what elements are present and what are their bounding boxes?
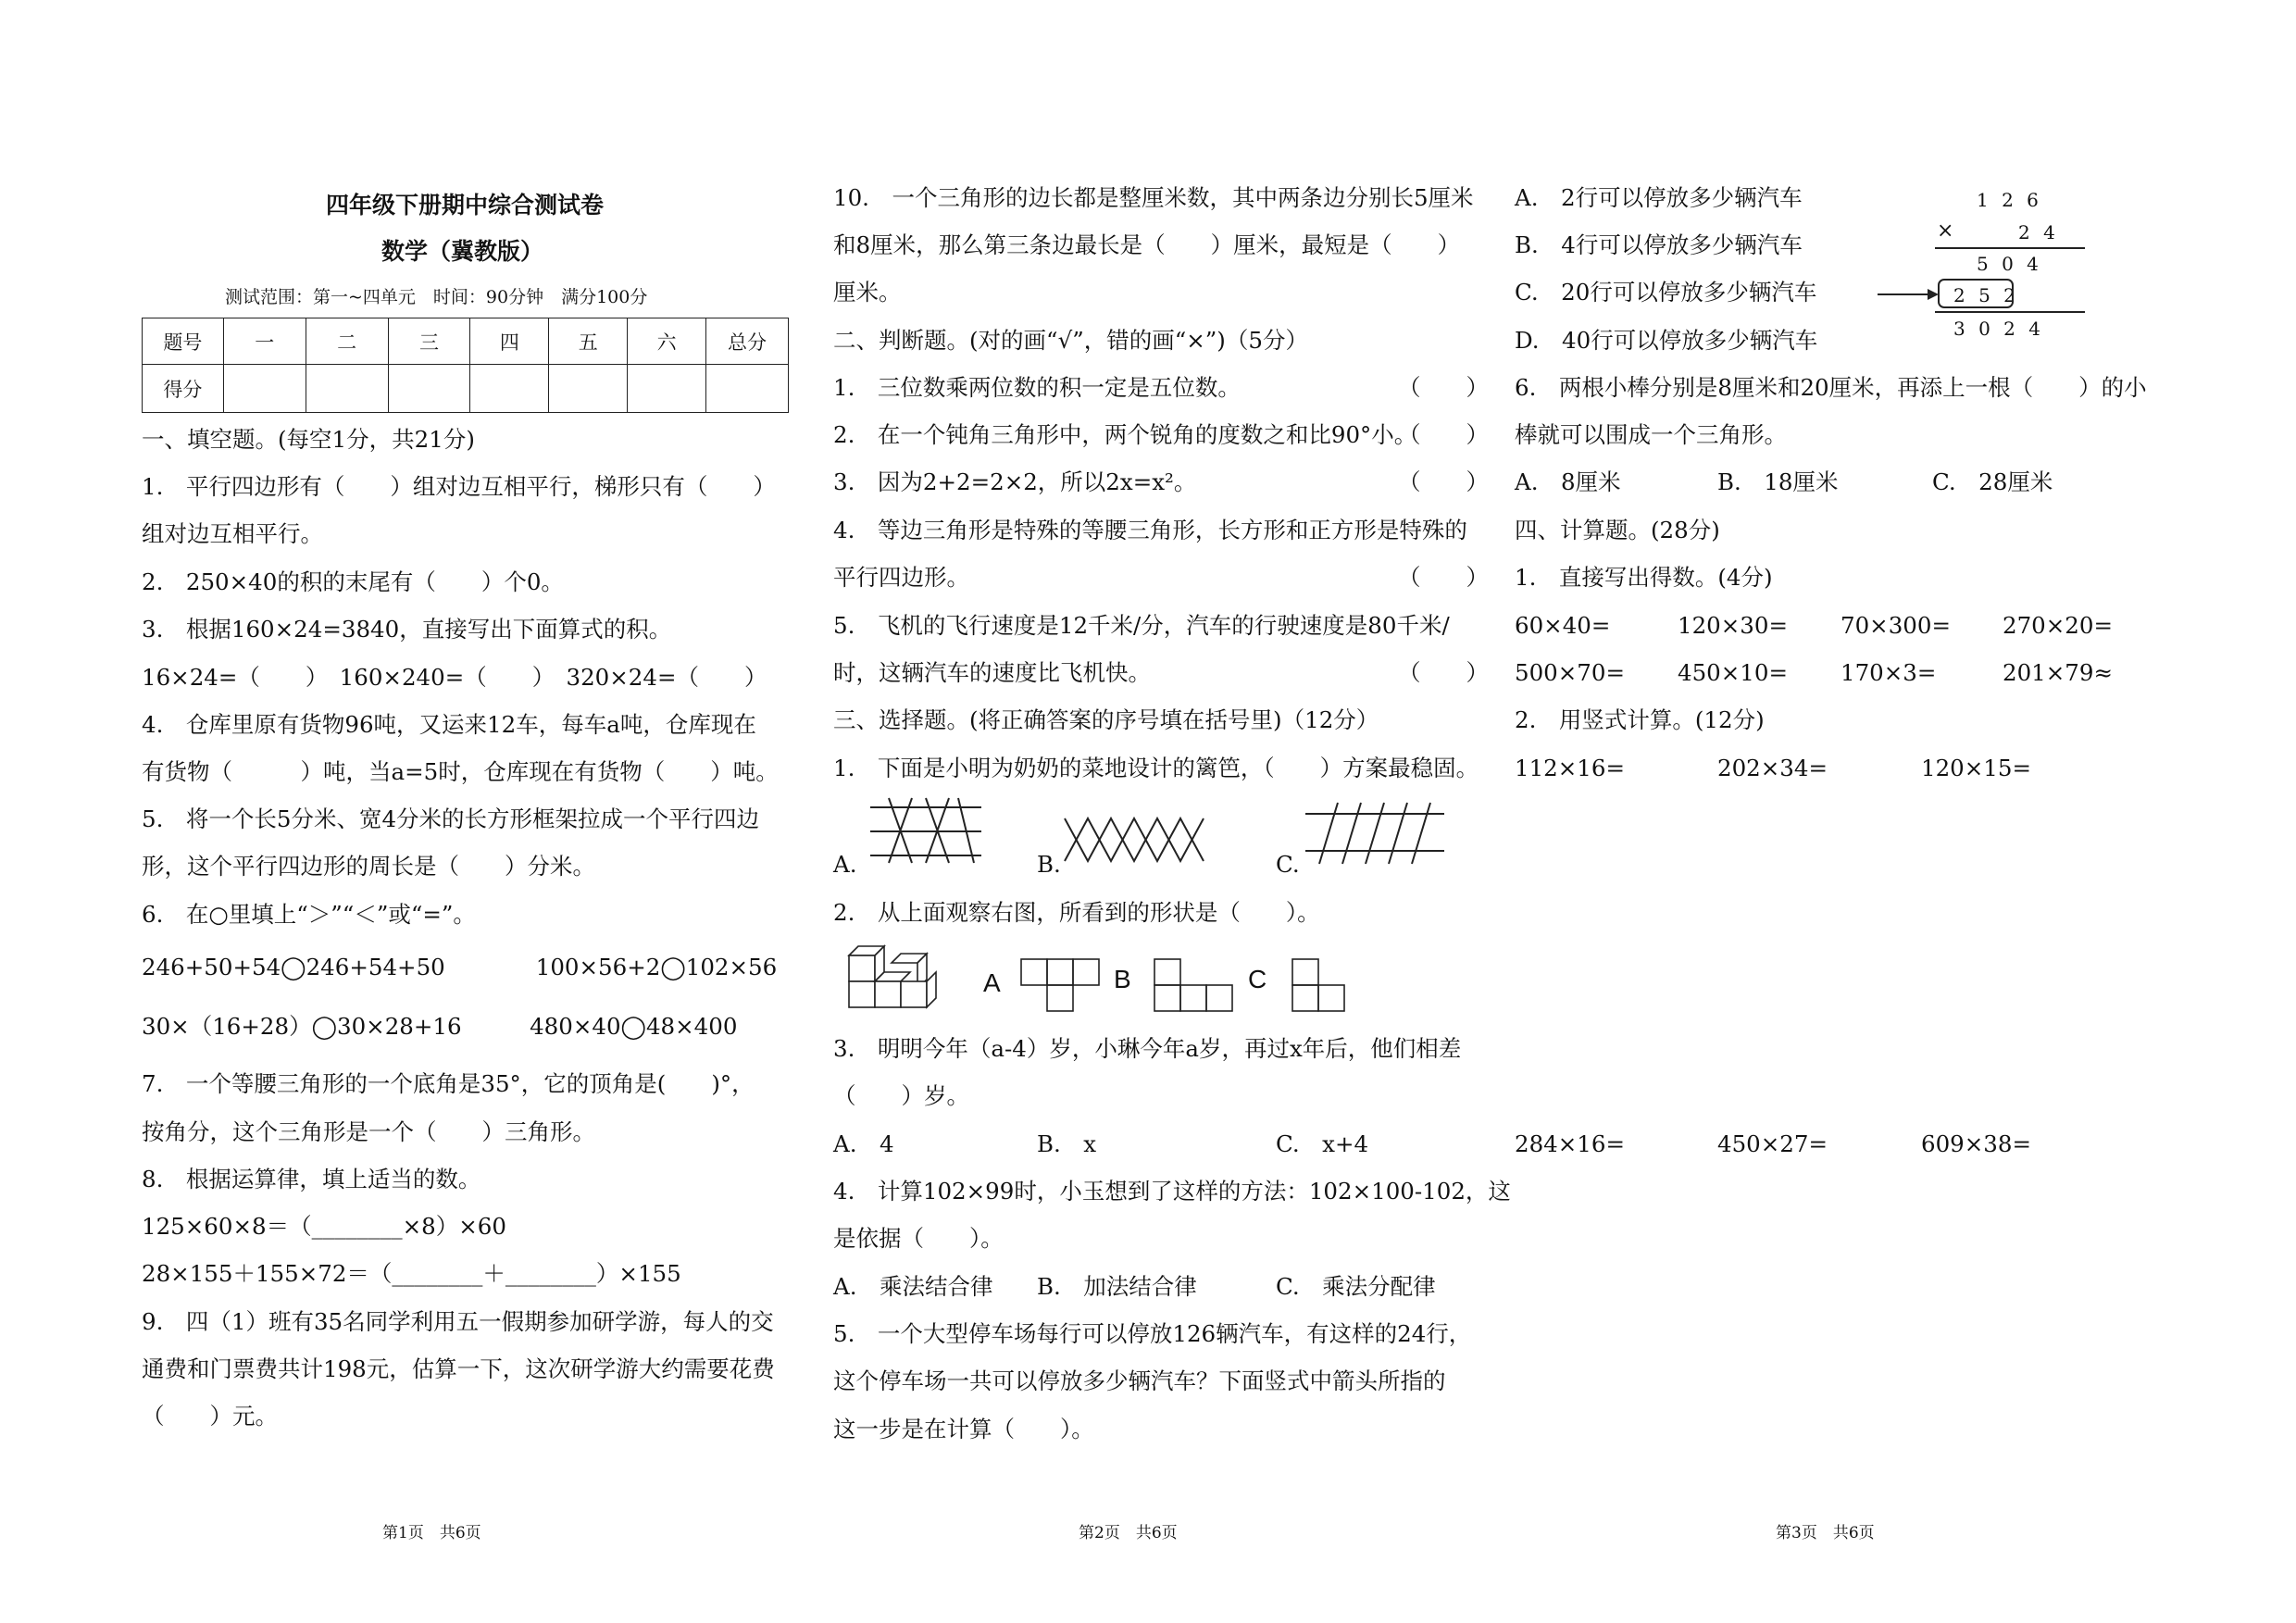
question-line: 4. 计算102×99时，小玉想到了这样的方法：102×100-102，这 [833, 1178, 1511, 1205]
question-line: 平行四边形。 [833, 564, 969, 591]
score-cell[interactable] [628, 365, 706, 413]
calc-row-highlight: 2 5 2 [1953, 284, 2019, 306]
view-c-diagram [1292, 959, 1344, 1011]
table-header: 总分 [706, 318, 789, 365]
question-line: 7. 一个等腰三角形的一个底角是35°，它的顶角是( )°， [142, 1070, 755, 1097]
fence-b-diagram [1065, 815, 1204, 866]
question-line: 10. 一个三角形的边长都是整厘米数，其中两条边分别长5厘米 [833, 184, 1474, 211]
section-heading: 四、计算题。(28分) [1515, 517, 1720, 543]
option-label: A. 8厘米 [1515, 468, 1621, 495]
table-row-label: 得分 [143, 365, 224, 413]
option-label: B. 加法结合律 [1037, 1273, 1197, 1300]
calc-row: 3 0 2 4 [1953, 318, 2044, 340]
option-label: A. 乘法结合律 [833, 1273, 993, 1300]
option-label: C. x+4 [1276, 1130, 1369, 1157]
question-line: 厘米。 [833, 279, 902, 306]
question-line: 2. 从上面观察右图，所看到的形状是（ ）。 [833, 899, 1320, 926]
question-line: 16×24=（ ） 160×240=（ ） 320×24=（ ） [142, 664, 767, 691]
question-line: 2. 用竖式计算。(12分) [1515, 706, 1765, 733]
option-label: C. [1276, 851, 1300, 878]
question-line: 2. 在一个钝角三角形中，两个锐角的度数之和比90°小。 [833, 421, 1417, 448]
option-label: C. 20行可以停放多少辆汽车 [1515, 279, 1817, 306]
calc-problem: 120×15= [1921, 755, 2031, 781]
question-line: 3. 根据160×24=3840，直接写出下面算式的积。 [142, 616, 672, 643]
calc-problem: 500×70= [1515, 659, 1625, 686]
calc-problem: 120×30= [1678, 612, 1788, 639]
question-line: 形，这个平行四边形的周长是（ ）分米。 [142, 853, 595, 880]
question-line: 1. 下面是小明为奶奶的菜地设计的篱笆，（ ）方案最稳固。 [833, 755, 1479, 781]
question-line: 按角分，这个三角形是一个（ ）三角形。 [142, 1118, 595, 1145]
answer-brackets[interactable]: （ ） [1398, 564, 1489, 591]
table-header: 一 [223, 318, 306, 365]
question-line: 时，这辆汽车的速度比飞机快。 [833, 659, 1151, 686]
option-label: D. 40行可以停放多少辆汽车 [1515, 327, 1818, 354]
view-label-a: A [983, 968, 1001, 997]
calc-problem: 112×16= [1515, 755, 1625, 781]
calc-problem: 60×40= [1515, 612, 1611, 639]
question-line: 6. 两根小棒分别是8厘米和20厘米，再添上一根（ ）的小 [1515, 374, 2147, 401]
view-a-diagram [1021, 959, 1099, 1011]
question-line: （ ）元。 [142, 1403, 278, 1429]
calc-problem: 270×20= [2003, 612, 2113, 639]
option-label: B. [1037, 851, 1061, 878]
score-cell[interactable] [706, 365, 789, 413]
page-footer: 第3页 共6页 [1776, 1524, 1875, 1542]
table-header: 六 [628, 318, 706, 365]
page-footer: 第2页 共6页 [1079, 1524, 1178, 1542]
option-label: A. 4 [833, 1130, 894, 1157]
question-line: 28×155＋155×72＝（________＋________）×155 [142, 1260, 681, 1287]
option-label: C. 28厘米 [1932, 468, 2053, 495]
exam-scope: 测试范围：第一~四单元 时间：90分钟 满分100分 [225, 287, 648, 307]
question-line: 4. 仓库里原有货物96吨，又运来12车，每车a吨，仓库现在 [142, 711, 756, 738]
question-line: 246+50+54◯246+54+50 100×56+2◯102×56 [142, 954, 778, 980]
question-line: 5. 将一个长5分米、宽4分米的长方形框架拉成一个平行四边 [142, 805, 760, 832]
exam-title: 四年级下册期中综合测试卷 [326, 192, 605, 218]
question-line: 这一步是在计算（ ）。 [833, 1416, 1094, 1442]
exam-subtitle: 数学（冀教版） [381, 238, 544, 265]
question-line: 有货物（ ）吨，当a=5时，仓库现在有货物（ ）吨。 [142, 758, 779, 785]
option-label: A. 2行可以停放多少辆汽车 [1515, 184, 1803, 211]
question-line: 125×60×8＝（________×8）×60 [142, 1213, 506, 1240]
question-line: 2. 250×40的积的末尾有（ ）个0。 [142, 568, 564, 595]
calc-problem: 609×38= [1921, 1130, 2031, 1157]
score-table [142, 318, 789, 413]
question-line: 3. 明明今年（a-4）岁，小琳今年a岁，再过x年后，他们相差 [833, 1035, 1462, 1062]
fence-c-diagram [1305, 801, 1444, 866]
question-line: 棒就可以围成一个三角形。 [1515, 421, 1787, 448]
score-cell[interactable] [223, 365, 306, 413]
question-line: 5. 飞机的飞行速度是12千米/分，汽车的行驶速度是80千米/ [833, 612, 1450, 639]
calc-lines [1879, 241, 2092, 319]
table-header: 二 [306, 318, 388, 365]
option-label: B. x [1037, 1130, 1097, 1157]
answer-brackets[interactable]: （ ） [1398, 468, 1489, 495]
option-label: B. 4行可以停放多少辆汽车 [1515, 231, 1803, 258]
option-label: B. 18厘米 [1717, 468, 1839, 495]
table-header: 五 [549, 318, 628, 365]
answer-brackets[interactable]: （ ） [1398, 659, 1489, 686]
question-line: 6. 在○里填上“＞”“＜”或“=”。 [142, 901, 476, 928]
calc-problem: 70×300= [1841, 612, 1951, 639]
question-line: 1. 平行四边形有（ ）组对边互相平行，梯形只有（ ） [142, 473, 776, 500]
view-label-c: C [1248, 965, 1267, 993]
option-label: C. 乘法分配律 [1276, 1273, 1436, 1300]
question-line: 30×（16+28）◯30×28+16 480×40◯48×400 [142, 1013, 738, 1040]
calc-row: 2 4 [2018, 221, 2059, 243]
question-line: 5. 一个大型停车场每行可以停放126辆汽车，有这样的24行， [833, 1320, 1472, 1347]
calc-problem: 450×10= [1678, 659, 1788, 686]
score-cell[interactable] [549, 365, 628, 413]
table-header: 三 [388, 318, 470, 365]
calc-problem: 202×34= [1717, 755, 1828, 781]
question-line: 3. 因为2+2=2×2，所以2x=x²。 [833, 468, 1197, 495]
answer-brackets[interactable]: （ ） [1398, 421, 1489, 448]
question-line: 通费和门票费共计198元，估算一下，这次研学游大约需要花费 [142, 1355, 775, 1382]
score-cell[interactable] [470, 365, 549, 413]
table-header: 四 [470, 318, 549, 365]
view-label-b: B [1114, 965, 1131, 993]
score-cell[interactable] [388, 365, 470, 413]
section-heading: 二、判断题。(对的画“√”，错的画“×”)（5分） [833, 327, 1308, 354]
question-line: 是依据（ ）。 [833, 1225, 1004, 1252]
question-line: 1. 三位数乘两位数的积一定是五位数。 [833, 374, 1241, 401]
calc-problem: 284×16= [1515, 1130, 1625, 1157]
question-line: 4. 等边三角形是特殊的等腰三角形，长方形和正方形是特殊的 [833, 517, 1467, 543]
cube-stack-diagram [847, 944, 940, 1014]
calc-problem: 450×27= [1717, 1130, 1828, 1157]
question-line: 9. 四（1）班有35名同学利用五一假期参加研学游，每人的交 [142, 1308, 774, 1335]
calc-row: 1 2 6 [1977, 189, 2042, 211]
question-line: 1. 直接写出得数。(4分) [1515, 564, 1773, 591]
question-line: 组对边互相平行。 [142, 520, 323, 547]
question-line: 和8厘米，那么第三条边最长是（ ）厘米，最短是（ ） [833, 231, 1461, 258]
answer-brackets[interactable]: （ ） [1398, 374, 1489, 401]
calc-sign: × [1937, 219, 1954, 243]
question-line: 8. 根据运算律，填上适当的数。 [142, 1166, 481, 1192]
question-line: 这个停车场一共可以停放多少辆汽车？下面竖式中箭头所指的 [833, 1367, 1446, 1394]
question-line: （ ）岁。 [833, 1082, 969, 1109]
score-cell[interactable] [306, 365, 388, 413]
calc-problem: 170×3= [1841, 659, 1937, 686]
table-header: 题号 [143, 318, 224, 365]
view-b-diagram [1154, 959, 1232, 1011]
calc-row: 5 0 4 [1977, 253, 2042, 275]
fence-a-diagram [870, 796, 981, 866]
section-heading: 三、选择题。(将正确答案的序号填在括号里)（12分） [833, 706, 1379, 733]
arrow-icon [1878, 285, 1939, 304]
option-label: A. [833, 851, 857, 878]
page-footer: 第1页 共6页 [382, 1524, 481, 1542]
section-heading: 一、填空题。(每空1分，共21分) [142, 426, 475, 453]
calc-problem: 201×79≈ [2003, 659, 2113, 686]
